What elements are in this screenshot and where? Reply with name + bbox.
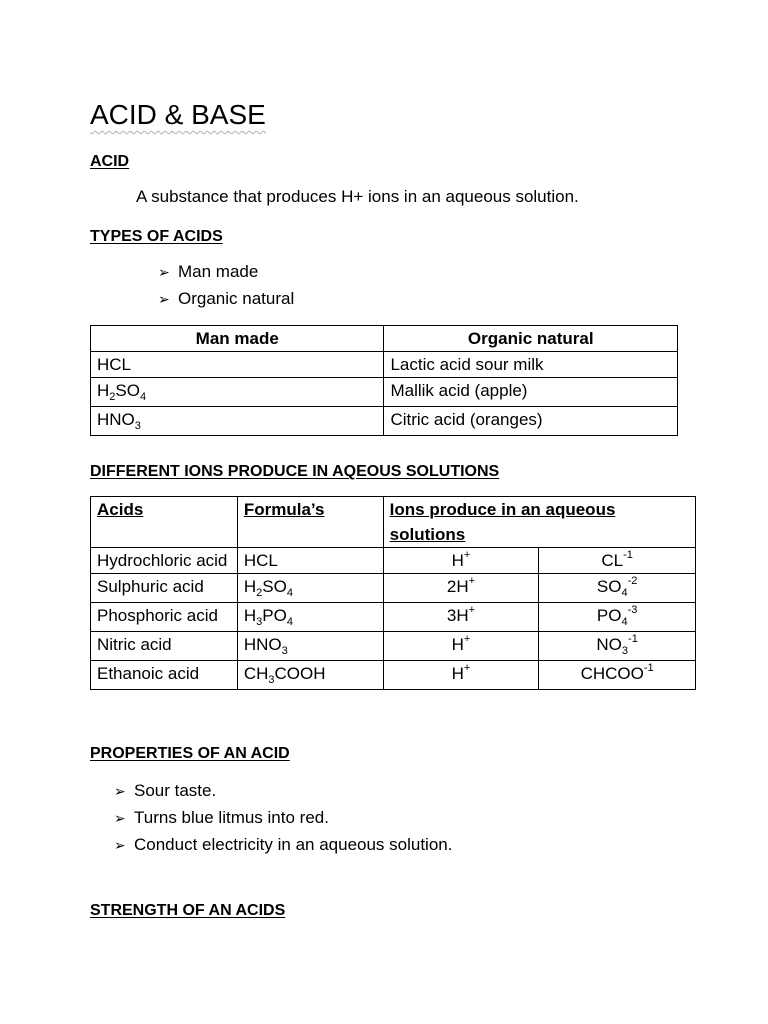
table-row: Ethanoic acid $CH_3COOH$ H+ $CHCOO^{-1}$ <box>91 661 696 690</box>
acid-heading: ACID <box>90 153 130 170</box>
list-item: ➢ Man made <box>158 262 259 282</box>
list-item: ➢ Conduct electricity in an aqueous solution. <box>114 835 453 855</box>
list-item: ➢ Turns blue litmus into red. <box>114 808 329 828</box>
table-row: HCL Lactic acid sour milk <box>91 352 678 378</box>
types-list <box>158 259 294 313</box>
acid-definition: A substance that produces H+ ions in an aqueous solution. <box>136 187 579 206</box>
arrow-bullet-icon: ➢ <box>114 783 126 800</box>
column-header: Man made <box>91 326 384 352</box>
arrow-bullet-icon: ➢ <box>158 264 170 281</box>
strength-heading: STRENGTH OF AN ACIDS <box>90 902 286 919</box>
column-header: Organic natural <box>384 326 678 352</box>
arrow-bullet-icon: ➢ <box>114 810 126 827</box>
ions-table <box>90 496 696 690</box>
arrow-bullet-icon: ➢ <box>158 291 170 308</box>
column-header: Ions produce in an aqueous solutions <box>383 497 695 548</box>
types-heading: TYPES OF ACIDS <box>90 228 223 245</box>
acid-types-table <box>90 325 678 436</box>
table-row: Phosphoric acid $H_3PO_4$ 3H+ $PO_4^{-3}$ <box>91 603 696 632</box>
arrow-bullet-icon: ➢ <box>114 837 126 854</box>
column-header: Formula’s <box>237 497 383 548</box>
ions-heading: DIFFERENT IONS PRODUCE IN AQEOUS SOLUTIONS <box>90 463 500 480</box>
properties-heading: PROPERTIES OF AN ACID <box>90 745 290 762</box>
list-item: ➢ Organic natural <box>158 289 295 309</box>
table-row: $H_2SO_4$ Mallik acid (apple) <box>91 378 678 407</box>
table-row: $HNO_3$ Citric acid (oranges) <box>91 407 678 436</box>
table-row: Hydrochloric acid HCL H+ $CL^{-1}$ <box>91 548 696 574</box>
table-header-row <box>91 497 696 548</box>
table-row: Nitric acid $HNO_3$ H+ $NO_3^{-1}$ <box>91 632 696 661</box>
table-header-row <box>91 326 678 352</box>
table-row: Sulphuric acid $H_2SO_4$ 2H+ $SO_4^{-2}$ <box>91 574 696 603</box>
document-title: ACID & BASE <box>90 99 266 130</box>
list-item: ➢ Sour taste. <box>114 781 217 801</box>
properties-list <box>114 778 452 859</box>
column-header: Acids <box>91 497 238 548</box>
